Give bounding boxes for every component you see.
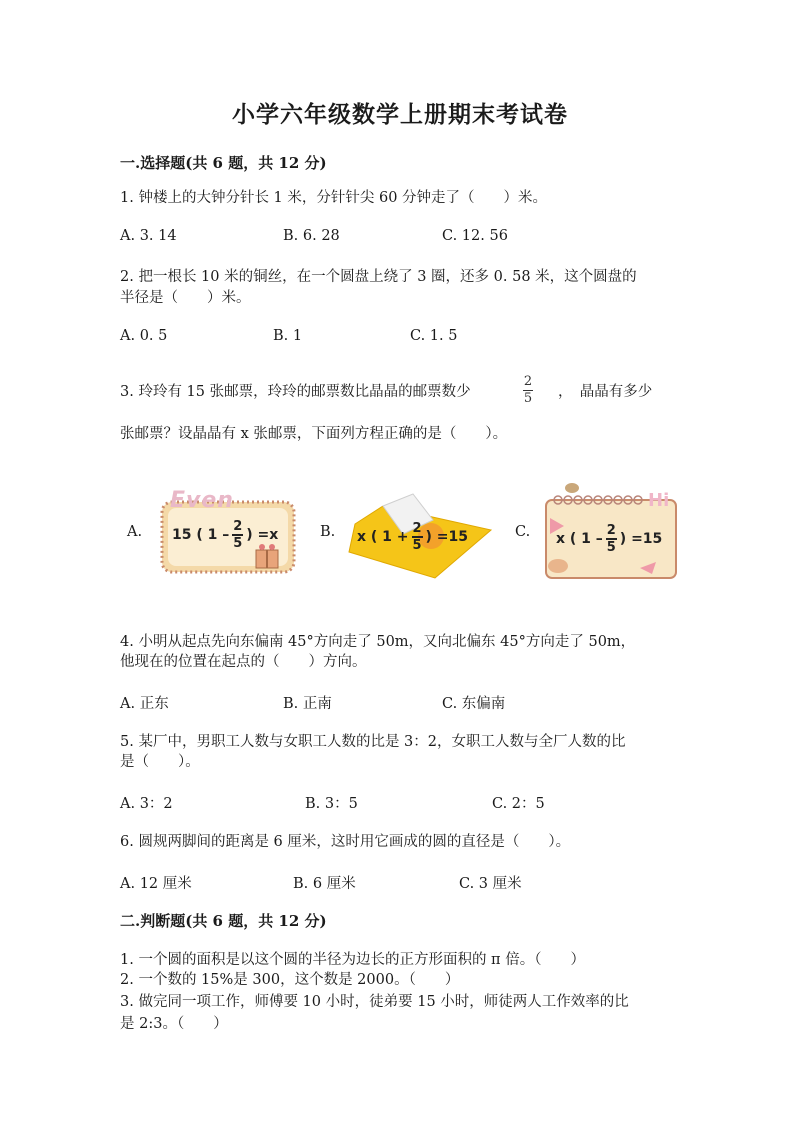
question-1-text: 1. 钟楼上的大钟分针长 1 米，分针针尖 60 分钟走了（ ）米。 [120, 190, 548, 206]
q6-option-c: C. 3 厘米 [459, 876, 522, 892]
q3-fraction-denominator: 5 [523, 391, 533, 406]
q1-option-a: A. 3. 14 [120, 228, 177, 244]
q2-option-a: A. 0. 5 [120, 328, 168, 344]
q3-option-a-label: A. [127, 524, 143, 540]
question-3-line1-pre: 3. 玲玲有 15 张邮票，玲玲的邮票数比晶晶的邮票数少 [120, 384, 471, 400]
q6-option-a: A. 12 厘米 [120, 876, 192, 892]
q1-option-c: C. 12. 56 [442, 228, 508, 244]
card-b-equation [357, 522, 468, 552]
question-2-line1: 2. 把一根长 10 米的铜丝，在一个圆盘上绕了 3 圈，还多 0. 58 米，这个圆盘的 [120, 269, 637, 285]
card-c-equation [556, 524, 662, 554]
card-c-eq-post: ) =15 [619, 531, 663, 547]
statement-2: 2. 一个数的 15%是 300，这个数是 2000。（ ） [120, 972, 460, 988]
card-b-eq-post: ) =15 [425, 529, 469, 545]
statement-3-line1: 3. 做完同一项工作，师傅要 10 小时，徒弟要 15 小时，师徒两人工作效率的比 [120, 994, 629, 1010]
q4-option-a: A. 正东 [120, 696, 169, 712]
question-6-text: 6. 圆规两脚间的距离是 6 厘米，这时用它画成的圆的直径是（ ）。 [120, 834, 571, 850]
card-a-equation [172, 520, 278, 550]
card-c-eq-den: 5 [606, 540, 616, 555]
card-a-decoration-text: Even [170, 488, 234, 513]
card-c-decoration-text: Hi [648, 490, 670, 511]
q5-option-b: B. 3：5 [305, 796, 358, 812]
q3-option-b-card [343, 490, 493, 582]
card-c-eq-num: 2 [606, 523, 616, 538]
q3-fraction [523, 375, 533, 406]
q3-option-c-label: C. [515, 524, 531, 540]
q2-option-c: C. 1. 5 [410, 328, 458, 344]
q4-option-b: B. 正南 [283, 696, 332, 712]
q5-option-a: A. 3：2 [120, 796, 173, 812]
card-c-eq-pre: x ( 1 – [556, 531, 603, 547]
q5-option-c: C. 2：5 [492, 796, 545, 812]
q3-fraction-numerator: 2 [523, 374, 533, 389]
section-heading-choice: 一.选择题(共 6 题，共 12 分) [120, 154, 327, 172]
q3-option-b-label: B. [320, 524, 336, 540]
card-a-eq-den: 5 [233, 536, 243, 551]
q6-option-b: B. 6 厘米 [293, 876, 356, 892]
question-4-line2: 他现在的位置在起点的（ ）方向。 [120, 654, 367, 670]
q1-option-b: B. 6. 28 [283, 228, 340, 244]
card-a-eq-pre: 15 ( 1 – [172, 527, 230, 543]
statement-3-line2: 是 2:3。（ ） [120, 1016, 228, 1032]
question-5-line1: 5. 某厂中，男职工人数与女职工人数的比是 3：2，女职工人数与全厂人数的比 [120, 734, 626, 750]
q3-option-a-card [158, 488, 298, 576]
q4-option-c: C. 东偏南 [442, 696, 506, 712]
question-4-line1: 4. 小明从起点先向东偏南 45°方向走了 50m，又向北偏东 45°方向走了 50m， [120, 634, 636, 650]
card-b-eq-pre: x ( 1 + [357, 529, 409, 545]
q3-option-c-card [540, 478, 680, 582]
card-a-eq-post: ) =x [246, 527, 279, 543]
section-heading-judgement: 二.判断题(共 6 题，共 12 分) [120, 912, 327, 930]
q2-option-b: B. 1 [273, 328, 303, 344]
question-2-line2: 半径是（ ）米。 [120, 290, 251, 306]
card-b-eq-den: 5 [412, 538, 422, 553]
question-3-line2: 张邮票？设晶晶有 x 张邮票，下面列方程正确的是（ ）。 [120, 426, 508, 442]
question-5-line2: 是（ ）。 [120, 754, 200, 770]
card-a-eq-num: 2 [233, 519, 243, 534]
statement-1: 1. 一个圆的面积是以这个圆的半径为边长的正方形面积的 π 倍。（ ） [120, 952, 585, 968]
card-b-eq-num: 2 [412, 521, 422, 536]
page-title: 小学六年级数学上册期末考试卷 [232, 101, 568, 128]
question-3-line1-post: ， 晶晶有多少 [558, 384, 653, 400]
